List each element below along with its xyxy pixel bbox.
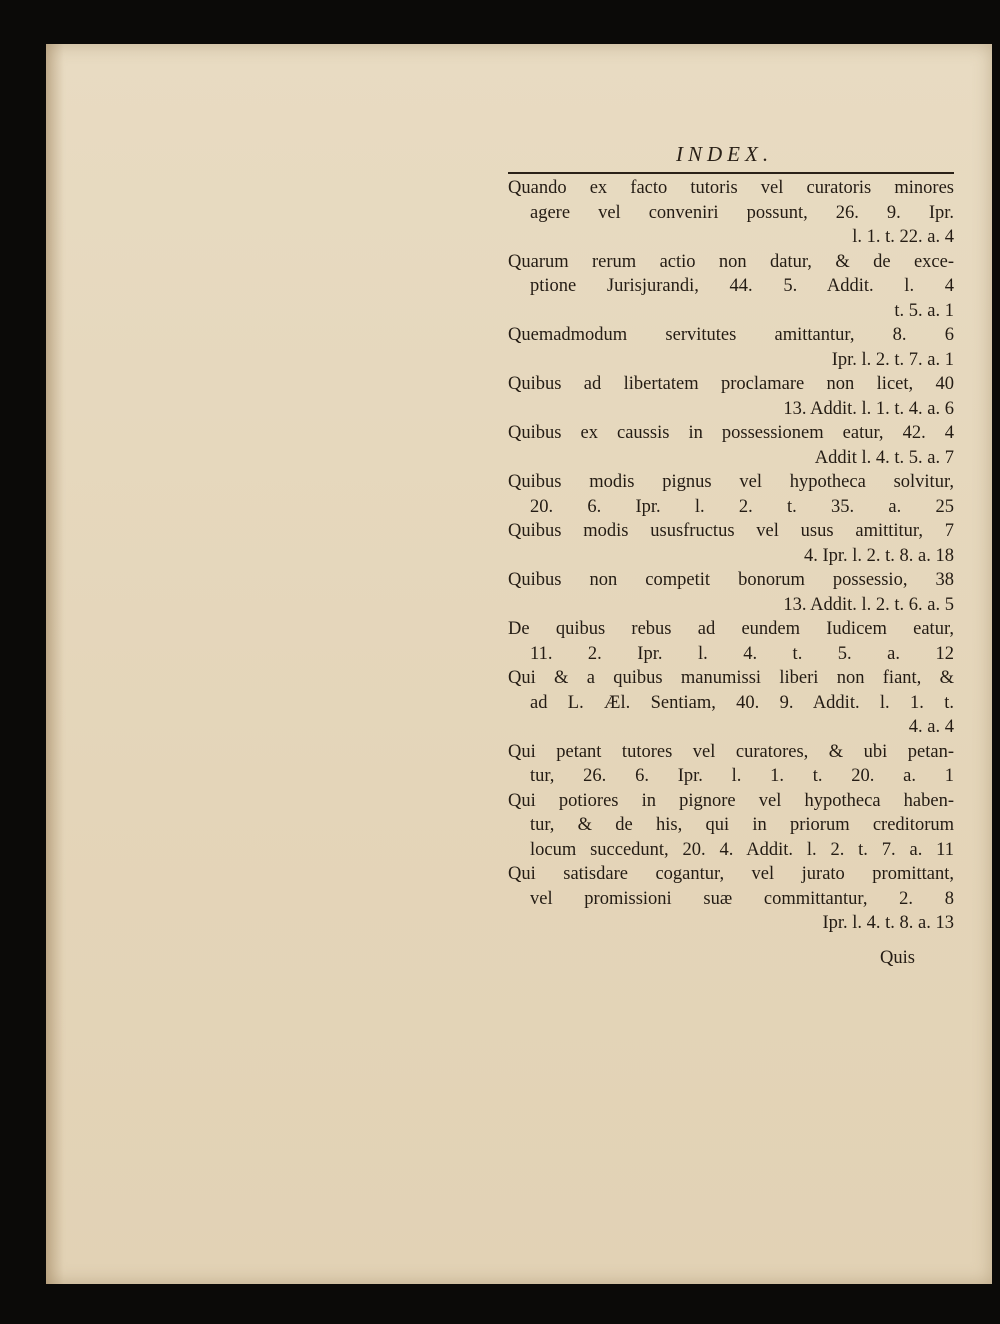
index-entry (508, 666, 954, 740)
index-entry (508, 421, 954, 470)
entry-reference-line: Ipr. l. 2. t. 7. a. 1 (831, 349, 954, 370)
entry-reference-line: 20. 6. Ipr. l. 2. t. 35. a. 25 (530, 496, 954, 517)
entry-heading-line: Quibus ex caussis in possessionem eatur, 42. 4 (508, 423, 954, 443)
entry-reference-line: t. 5. a. 1 (894, 300, 954, 321)
entry-reference-line: 4. a. 4 (908, 717, 954, 737)
index-entry (508, 862, 954, 936)
entry-heading-line: Quibus ad libertatem proclamare non licet, 40 (508, 374, 954, 394)
entry-reference-line: Ipr. l. 4. t. 8. a. 13 (822, 913, 954, 933)
index-entry (508, 470, 954, 519)
running-head: INDEX. (676, 142, 774, 166)
index-entry (508, 568, 954, 617)
entry-reference-line: vel promissioni suæ committantur, 2. 8 (530, 888, 954, 909)
entry-heading-line: Quando ex facto tutoris vel curatoris minores (508, 178, 954, 198)
index-entry (508, 323, 954, 372)
entry-heading-line: Qui & a quibus manumissi liberi non fiant, & (508, 668, 954, 688)
entry-heading-line: Qui satisdare cogantur, vel jurato promittant, (508, 864, 954, 884)
index-entry (508, 250, 954, 324)
index-entry (508, 372, 954, 421)
entry-reference-line: tur, & de his, qui in priorum creditorum (530, 815, 954, 835)
entry-reference-line: 13. Addit. l. 1. t. 4. a. 6 (783, 398, 954, 419)
index-entry (508, 617, 954, 666)
index-entry (508, 176, 954, 250)
entry-reference-line: 13. Addit. l. 2. t. 6. a. 5 (783, 594, 954, 615)
entry-heading-line: Qui potiores in pignore vel hypotheca haben- (508, 790, 954, 811)
entry-heading-line: Quibus modis pignus vel hypotheca solvitur, (508, 472, 954, 492)
header-rule (508, 172, 954, 174)
entry-heading-line: Quibus non competit bonorum possessio, 38 (508, 570, 954, 590)
entry-heading-line: De quibus rebus ad eundem Iudicem eatur, (508, 619, 954, 639)
entry-reference-line: l. 1. t. 22. a. 4 (852, 227, 954, 247)
index-entry (508, 740, 954, 789)
entry-heading-line: Quibus modis ususfructus vel usus amittitur, 7 (508, 521, 954, 541)
entry-reference-line: ptione Jurisjurandi, 44. 5. Addit. l. 4 (530, 276, 954, 296)
entry-reference-line: 4. Ipr. l. 2. t. 8. a. 18 (803, 545, 954, 566)
entry-reference-line: tur, 26. 6. Ipr. l. 1. t. 20. a. 1 (530, 766, 954, 786)
entry-heading-line: Qui petant tutores vel curatores, & ubi petan- (508, 741, 954, 762)
index-list (508, 176, 954, 936)
entry-heading-line: Quemadmodum servitutes amittantur, 8. 6 (508, 325, 954, 345)
entry-reference-line: locum succedunt, 20. 4. Addit. l. 2. t. 7. a. 11 (530, 839, 954, 860)
index-entry (508, 519, 954, 568)
entry-reference-line: ad L. Æl. Sentiam, 40. 9. Addit. l. 1. t. (530, 692, 954, 713)
entry-reference-line: agere vel conveniri possunt, 26. 9. Ipr. (530, 202, 954, 223)
index-entry (508, 789, 954, 863)
entry-reference-line: Addit l. 4. t. 5. a. 7 (814, 447, 954, 468)
entry-heading-line: Quarum rerum actio non datur, & de exce- (508, 251, 954, 272)
entry-reference-line: 11. 2. Ipr. l. 4. t. 5. a. 12 (530, 643, 954, 664)
catchword: Quis (880, 948, 915, 968)
